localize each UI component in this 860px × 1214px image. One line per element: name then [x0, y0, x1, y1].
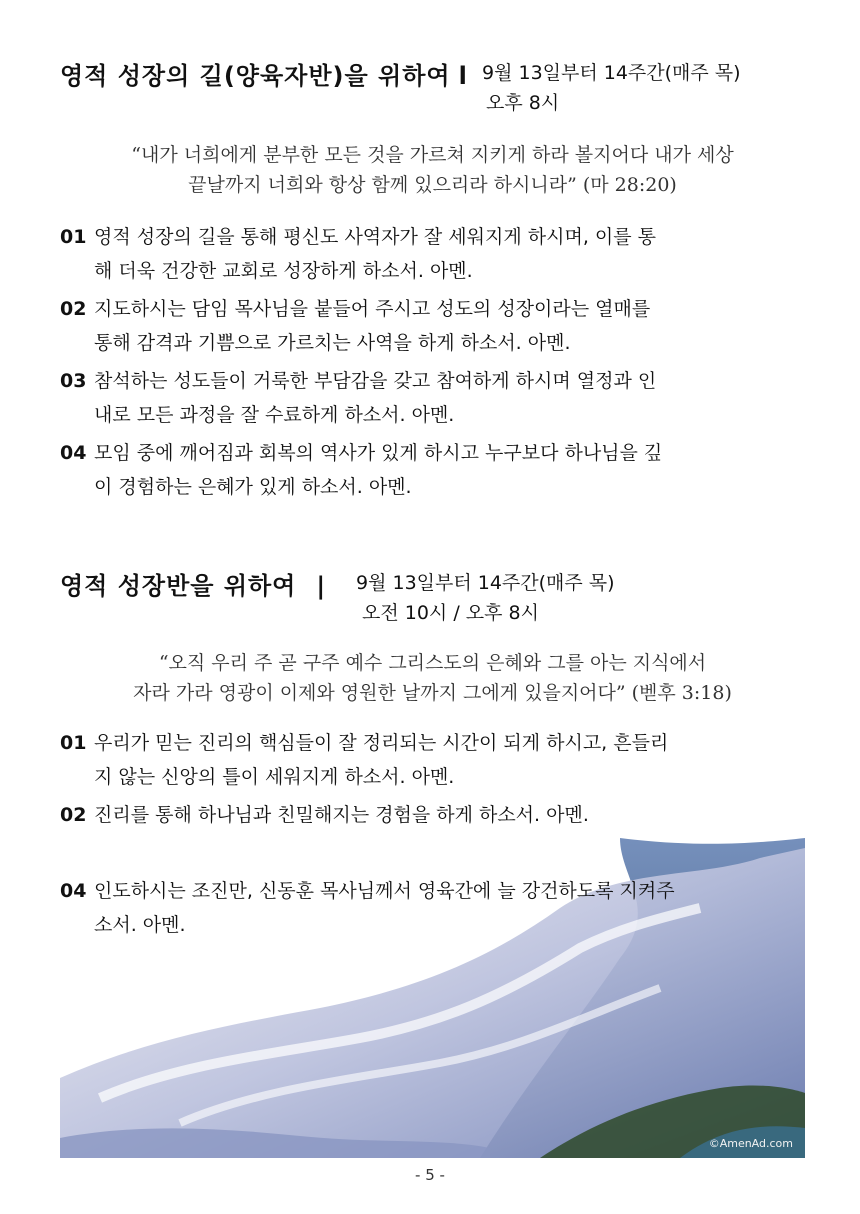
prayer-list [60, 220, 805, 504]
title-separator: l [458, 62, 468, 90]
verse-line: “내가 너희에게 분부한 모든 것을 가르쳐 지키게 하라 볼지어다 내가 세상 [131, 144, 734, 166]
item-text: 통해 감격과 기쁨으로 가르치는 사역을 하게 하소서. 아멘. [94, 332, 571, 354]
prayer-item [60, 874, 805, 942]
item-text: 소서. 아멘. [94, 914, 186, 936]
title-text: 영적 성장반을 위하여 [60, 572, 297, 600]
item-text: 모임 중에 깨어짐과 회복의 역사가 있게 하시고 누구보다 하나님을 깊 [94, 442, 663, 464]
item-text: 영적 성장의 길을 통해 평신도 사역자가 잘 세워지게 하시며, 이를 통 [94, 226, 656, 248]
item-text: 참석하는 성도들이 거룩한 부담감을 갖고 참여하게 하시며 열정과 인 [94, 370, 657, 392]
verse-line: “오직 우리 주 곧 구주 예수 그리스도의 은혜와 그를 아는 지식에서 [158, 652, 707, 674]
item-number: 04 [60, 442, 87, 464]
item-number: 02 [60, 298, 87, 320]
prayer-item [60, 220, 805, 288]
schedule-line-1: 9월 13일부터 14주간(매주 목) [482, 62, 741, 84]
title-text: 영적 성장의 길(양육자반)을 위하여 [60, 62, 451, 90]
prayer-item [60, 436, 805, 504]
section-title [60, 56, 476, 91]
verse-line: 자라 가라 영광이 이제와 영원한 날까지 그에게 있을지어다” (벧후 3:18) [133, 682, 732, 704]
prayer-list [60, 726, 805, 942]
scripture-verse [60, 648, 805, 708]
item-text: 이 경험하는 은혜가 있게 하소서. 아멘. [94, 476, 412, 498]
prayer-item [60, 292, 805, 360]
prayer-item [60, 798, 805, 832]
schedule-line-2: 오후 8시 [486, 92, 560, 114]
item-text: 진리를 통해 하나님과 친밀해지는 경험을 하게 하소서. 아멘. [94, 804, 589, 826]
prayer-item [60, 726, 805, 794]
verse-line: 끝날까지 너희와 항상 함께 있으리라 하시니라” (마 28:20) [188, 174, 677, 196]
section-header [60, 56, 805, 126]
title-separator: | [316, 572, 327, 600]
page-number: - 5 - [415, 1166, 445, 1184]
schedule-line-1: 9월 13일부터 14주간(매주 목) [356, 572, 615, 594]
item-number: 03 [60, 370, 87, 392]
section-training-leaders [60, 56, 805, 508]
image-credit: ©AmenAd.com [708, 1137, 793, 1150]
section-title [60, 566, 334, 601]
item-text: 지도하시는 담임 목사님을 붙들어 주시고 성도의 성장이라는 열매를 [94, 298, 651, 320]
item-number: 04 [60, 880, 87, 902]
item-text: 인도하시는 조진만, 신동훈 목사님께서 영육간에 늘 강건하도록 지켜주 [94, 880, 675, 902]
scripture-verse [60, 140, 805, 200]
schedule-line-2: 오전 10시 / 오후 8시 [362, 602, 539, 624]
item-number: 02 [60, 804, 87, 826]
item-text: 지 않는 신앙의 틀이 세워지게 하소서. 아멘. [94, 766, 455, 788]
item-text: 우리가 믿는 진리의 핵심들이 잘 정리되는 시간이 되게 하시고, 흔들리 [94, 732, 669, 754]
section-growth-class [60, 566, 805, 946]
item-number: 01 [60, 226, 87, 248]
prayer-item [60, 364, 805, 432]
item-number: 01 [60, 732, 87, 754]
section-header [60, 566, 805, 636]
item-text: 내로 모든 과정을 잘 수료하게 하소서. 아멘. [94, 404, 455, 426]
item-text: 해 더욱 건강한 교회로 성장하게 하소서. 아멘. [94, 260, 473, 282]
